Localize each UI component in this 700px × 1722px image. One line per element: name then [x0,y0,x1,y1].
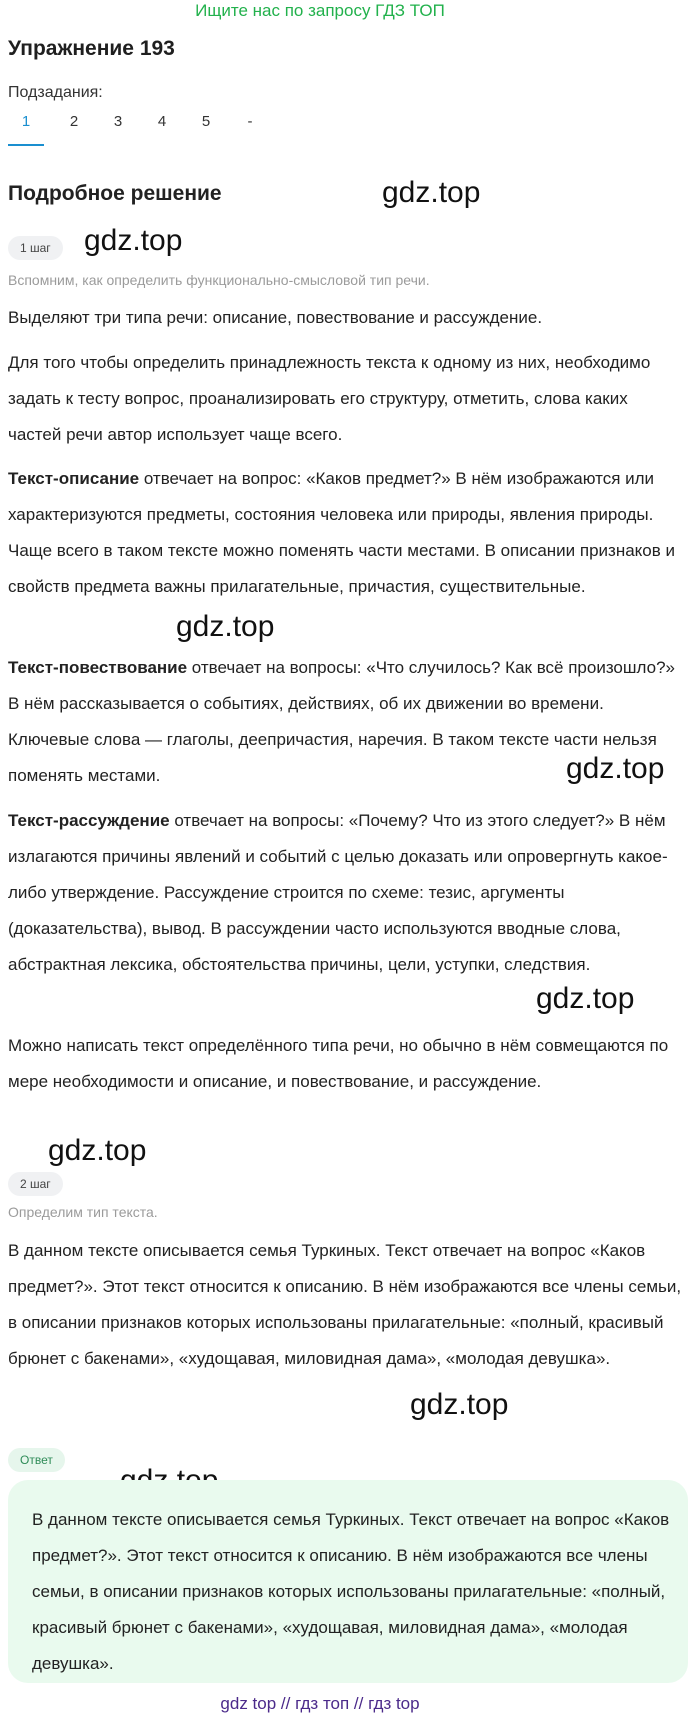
paragraph: Можно написать текст определённого типа речи, но обычно в нём совмещаются по мере необходимости и описание, и повествование, и рассуждение. [8,1036,669,1091]
step-hint: Вспомним, как определить функционально-смысловой тип речи. [8,272,430,288]
answer-box [8,1480,688,1683]
paragraph: Для того чтобы определить принадлежность текста к одному из них, необходимо задать к тесту вопрос, проанализировать его структуру, отметить, слова каких частей речи автор использует чаще всего. [8,353,651,444]
watermark: gdz.top [382,176,481,209]
paragraph-text: отвечает на вопросы: «Что случилось? Как всё произошло?» В нём рассказывается о событиях, действиях, об их движении во времени. Ключевые слова — глаголы, деепричастия, наречия. В таком тексте части нельзя поменять местами. [8,658,675,785]
step-badge: 1 шаг [8,236,63,260]
paragraph-description-type [8,461,684,605]
answer-badge: Ответ [8,1448,65,1472]
tab-dash[interactable]: - [247,113,253,130]
watermark: gdz.top [48,1134,147,1167]
footer-links[interactable]: gdz top // гдз топ // гдз top [220,1694,420,1713]
paragraph-narration-type [8,650,684,794]
page-title: Упражнение 193 [8,37,175,60]
term-description: Текст-описание [8,469,140,488]
search-banner: Ищите нас по запросу ГДЗ ТОП [195,1,445,20]
subtasks-label: Подзадания: [8,84,103,101]
paragraph: В данном тексте описывается семья Туркиных. Текст отвечает на вопрос «Каков предмет?». Этот текст относится к описанию. В нём изображаются все члены семьи, в описании признаков которых использованы прилагательные: «полный, красивый брюнет с бакенами», «худощавая, миловидная дама», «молодая девушка». [8,1241,682,1368]
step-hint: Определим тип текста. [8,1204,158,1220]
section-title: Подробное решение [8,182,222,205]
subtask-tabs [8,112,278,146]
tab-5[interactable]: 5 [201,113,211,130]
watermark: gdz.top [176,610,275,643]
paragraph: Выделяют три типа речи: описание, повествование и рассуждение. [8,308,543,327]
answer-text: В данном тексте описывается семья Туркиных. Текст отвечает на вопрос «Каков предмет?». Этот текст относится к описанию. В нём изображаются все члены семьи, в описании признаков которых использованы прилагательные: «полный, красивый брюнет с бакенами», «худощавая, миловидная дама», «молодая девушка». [32,1510,670,1673]
watermark: gdz.top [566,752,665,785]
watermark: gdz.top [410,1388,509,1421]
tab-3[interactable]: 3 [113,113,123,130]
watermark: gdz.top [536,982,635,1015]
paragraph-reasoning-type [8,803,684,983]
watermark: gdz.top [84,224,183,257]
term-narration: Текст-повествование [8,658,188,677]
term-reasoning: Текст-рассуждение [8,811,170,830]
tab-4[interactable]: 4 [157,113,167,130]
paragraph-text: отвечает на вопрос: «Каков предмет?» В нём изображаются или характеризуются предметы, состояния человека или природы, явления природы. Чаще всего в таком тексте можно поменять части местами. В описании признаков и свойств предмета важны прилагательные, причастия, существительные. [8,469,676,596]
tab-2[interactable]: 2 [69,113,79,130]
step-badge: 2 шаг [8,1172,63,1196]
paragraph-text: отвечает на вопросы: «Почему? Что из этого следует?» В нём излагаются причины явлений и событий с целью доказать или опровергнуть какое-либо утверждение. Рассуждение строится по схеме: тезис, аргументы (доказательства), вывод. В рассуждении часто используются вводные слова, абстрактная лексика, обстоятельства причины, цели, уступки, следствия. [8,811,668,974]
tab-1[interactable]: 1 [8,112,44,146]
